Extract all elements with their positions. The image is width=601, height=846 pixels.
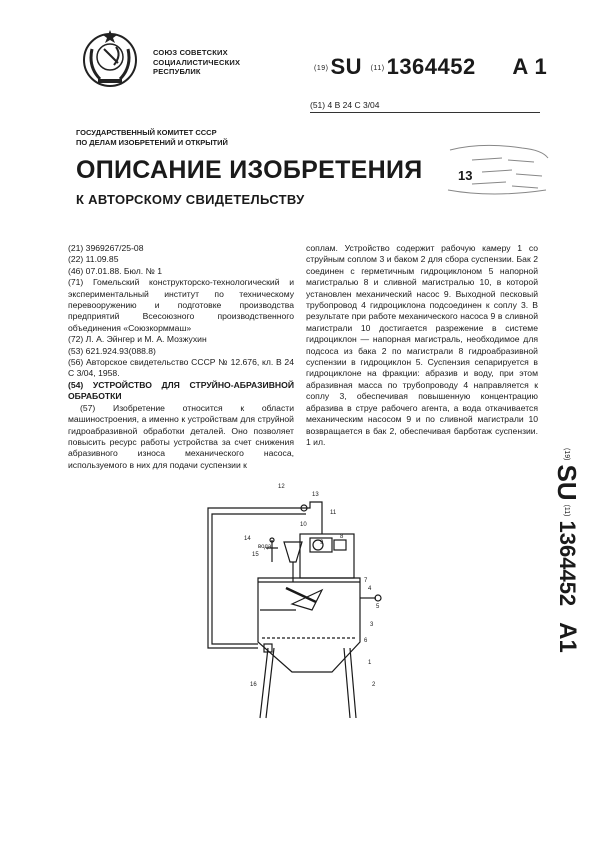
label-6: 6 bbox=[364, 638, 368, 644]
technical-drawing bbox=[200, 478, 400, 728]
side-patent-number: (19) SU (11) 1364452 A1 bbox=[552, 448, 583, 653]
applicant: (71) Гомельский конструкторско-технологический и экспериментальный институт по техническому перевооружению и подготовке производства предприятий Всесоюзного производственного объединения «Союзкорммаш» bbox=[68, 277, 294, 333]
state-committee: ГОСУДАРСТВЕННЫЙ КОМИТЕТ СССР ПО ДЕЛАМ ИЗОБРЕТЕНИЙ И ОТКРЫТИЙ bbox=[76, 128, 228, 147]
label-4: 4 bbox=[368, 586, 372, 592]
label-5: 5 bbox=[376, 604, 380, 610]
union-name: СОЮЗ СОВЕТСКИХ СОЦИАЛИСТИЧЕСКИХ РЕСПУБЛИК bbox=[153, 48, 241, 76]
label-11: 11 bbox=[330, 510, 337, 516]
inventors: (72) Л. А. Эйнгер и М. А. Мозжухин bbox=[68, 334, 207, 345]
stamp-number: 13 bbox=[458, 168, 473, 183]
label-13: 13 bbox=[312, 492, 319, 498]
filing-date: (22) 11.09.85 bbox=[68, 254, 119, 265]
label-14: 14 bbox=[244, 536, 251, 542]
publication-date: (46) 07.01.88. Бюл. № 1 bbox=[68, 265, 162, 276]
label-water: вода bbox=[258, 544, 272, 550]
label-1: 1 bbox=[368, 660, 372, 666]
label-12: 12 bbox=[278, 484, 285, 490]
label-7: 7 bbox=[364, 578, 368, 584]
left-column bbox=[68, 243, 294, 471]
abstract-part-1: (57) Изобретение относится к области машиностроения, а именно к устройствам для струйной гидроабразивной обработки деталей. Оно позволяет повысить ресурс работы устройства за счет снижения абразивного износа механического насоса, используемого в них для подачи суспензии к bbox=[68, 402, 294, 470]
label-8: 8 bbox=[340, 534, 344, 540]
app-number: (21) 3969267/25-08 bbox=[68, 243, 144, 253]
label-9: 9 bbox=[320, 540, 324, 546]
label-10: 10 bbox=[300, 522, 307, 528]
document-title: ОПИСАНИЕ ИЗОБРЕТЕНИЯ bbox=[76, 156, 423, 184]
label-15: 15 bbox=[252, 552, 259, 558]
ipc-classification: (51) 4 B 24 C 3/04 bbox=[310, 100, 380, 110]
publication-number: (19)SU (11)1364452 A 1 bbox=[314, 54, 548, 79]
references: (56) Авторское свидетельство СССР № 12.676, кл. В 24 С 3/04, 1958. bbox=[68, 357, 294, 379]
ussr-emblem bbox=[78, 27, 142, 91]
label-2: 2 bbox=[372, 682, 376, 688]
document-subtitle: К АВТОРСКОМУ СВИДЕТЕЛЬСТВУ bbox=[76, 192, 305, 207]
udc: (53) 621.924.93(088.8) bbox=[68, 345, 156, 356]
right-column bbox=[306, 243, 538, 448]
label-16: 16 bbox=[250, 682, 257, 688]
invention-title: (54) УСТРОЙСТВО ДЛЯ СТРУЙНО-АБРАЗИВНОЙ ОБРАБОТКИ bbox=[68, 379, 294, 402]
abstract-part-2: соплам. Устройство содержит рабочую камеру 1 со струйным соплом 3 и баком 2 для сбора суспензии. Бак 2 соединен с герметичным гидроциклоном 5 напорной магистралью 8 и сливной магистралью 10, в которой установлен механический насос 9. Выходной песковый трубопровод 4 гидроциклона подсоединен к соплу 3. В результате при работе механического насоса 9 в сливной магистрали 10 достигается разрежение в системе гидроциклон — напорная магистраль, необходимое для подсоса из бака 2 по магистрали 8 гидроабразивной суспензии в гидроциклон 5. Суспензия сепарируется в гидроциклоне на фракции: абразив и воду, при этом абразивная масса по трубопроводу 4 направляется к соплу 3, обеспечивая повышенную концентрацию абразива в струе рабочего агента, а вода откачивается механическим насосом 9 и по сливной магистрали 10 возвращается в бак 2, обеспечивая барботаж суспензии. 1 ил. bbox=[306, 243, 538, 447]
ipc-rule bbox=[310, 112, 540, 113]
label-3: 3 bbox=[370, 622, 374, 628]
